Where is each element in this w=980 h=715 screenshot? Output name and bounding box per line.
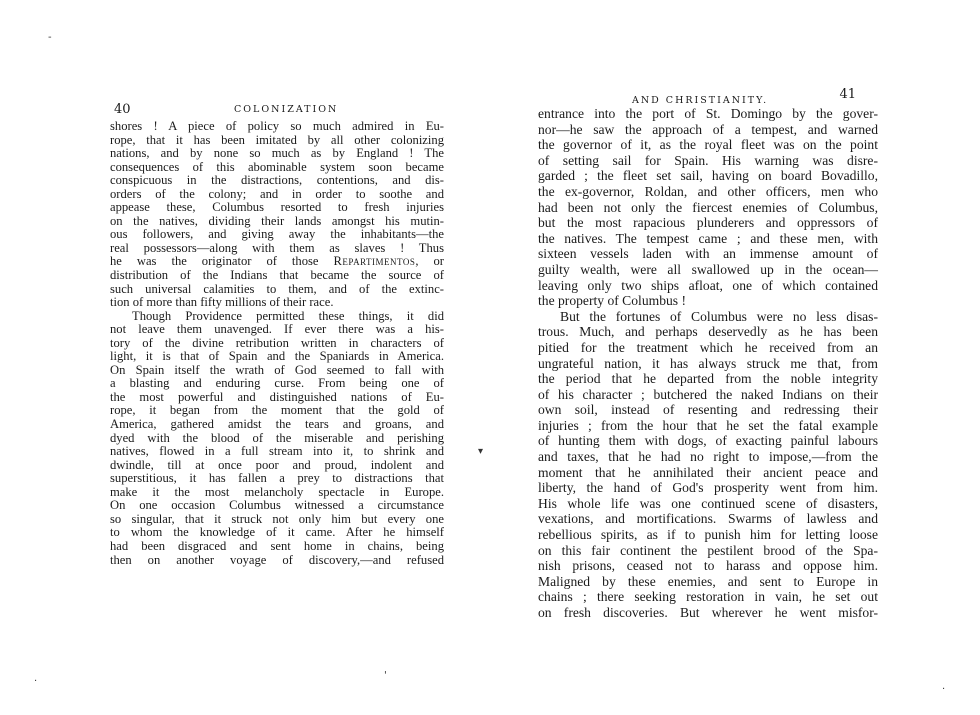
text-line: trous. Much, and perhaps deservedly as he has been — [538, 324, 878, 340]
text-line: the most powerful and distinguished nations of Eu- — [110, 389, 444, 404]
left-running-head — [110, 102, 444, 120]
text-line: America, gathered amidst the tears and groans, and — [110, 417, 444, 432]
scan-speck: ▾ — [478, 446, 484, 457]
scan-speck: ' — [384, 670, 387, 681]
text-line: rebellious spirits, as if to punish him for letting loose — [538, 527, 878, 543]
text-line: then on another voyage of discovery,—and refused — [110, 552, 444, 567]
text-line: His whole life was one continued scene of disasters, — [538, 495, 878, 511]
left-page-number: 40 — [114, 102, 131, 117]
right-page-number: 41 — [839, 87, 856, 102]
text-line: natives, flowed in a full stream into it, to shrink and — [110, 444, 444, 459]
text-line: the ex-governor, Roldan, and other officers, men who — [538, 183, 878, 199]
text-line: had been not only the fiercest enemies of Columbus, — [538, 199, 878, 215]
text-line: sixteen vessels laden with an immense amount of — [538, 246, 878, 262]
text-line: dyed with the blood of the miserable and perishing — [110, 430, 444, 445]
text-line: vexations, and mortifications. Swarms of lawless and — [538, 511, 878, 527]
text-line: orders of the colony; and in order to soothe and — [110, 186, 444, 201]
scan-speck: · — [942, 684, 946, 695]
left-body-text — [110, 120, 444, 567]
text-line: and taxes, that he had no right to impose,—from the — [538, 449, 878, 465]
text-line: but the most rapacious plunderers and oppressors of — [538, 215, 878, 231]
text-line: had been disgraced and sent home in chains, being — [110, 538, 444, 553]
text-line: on the natives, dividing their lands amongst his mutin- — [110, 213, 444, 228]
text-line: the natives. The tempest came ; and these men, with — [538, 230, 878, 246]
text-line: On one occasion Columbus witnessed a circumstance — [110, 498, 444, 513]
text-line: chains ; there seeking restoration in vain, he set out — [538, 589, 878, 605]
text-line: On Spain itself the wrath of God seemed to fall with — [110, 362, 444, 377]
text-line: tion of more than fifty millions of their race. — [110, 295, 334, 310]
text-line: rope, it began from the moment that the gold of — [110, 403, 444, 418]
text-line: make it the most melancholy spectacle in Europe. — [110, 484, 444, 499]
text-line: shores ! A piece of policy so much admired in Eu- — [110, 119, 444, 133]
text-line: garded ; the fleet set sail, having on board Bovadillo, — [538, 168, 878, 184]
text-line: Though Providence permitted these things, it did — [132, 308, 444, 323]
text-line: moment that he annihilated their ancient peace and — [538, 464, 878, 480]
text-line: nations, and by none so much as by England ! The — [110, 146, 444, 161]
text-line: the period that he departed from the noble integrity — [538, 371, 878, 387]
text-line: ous followers, and giving away the inhabitants—the — [110, 227, 444, 242]
text-line: guilty wealth, were all swallowed up in the ocean— — [538, 261, 878, 277]
text-line: on this fair continent the pestilent brood of the Spa- — [538, 542, 878, 558]
text-line: leaving only two ships afloat, one of which contained — [538, 277, 878, 293]
right-running-head — [538, 88, 878, 106]
text-line: not leave them unavenged. If ever there was a his- — [110, 322, 444, 337]
scan-speck: - — [48, 32, 52, 43]
text-line: such universal calamities to them, and of the extinc- — [110, 281, 444, 296]
text-line: of setting sail for Spain. His warning was disre- — [538, 152, 878, 168]
text-line: on fresh discoveries. But wherever he went misfor- — [538, 605, 878, 620]
text-line: nor—he saw the approach of a tempest, and warned — [538, 121, 878, 137]
text-line: injuries ; from the hour that he set the fatal example — [538, 417, 878, 433]
text-line: he was the originator of those Repartimentos, or — [110, 254, 444, 269]
text-line: liberty, the hand of God's prosperity went from him. — [538, 480, 878, 496]
left-page — [110, 102, 444, 567]
right-body-text — [538, 106, 878, 621]
text-line: conspicuous in the distractions, contentions, and dis- — [110, 173, 444, 188]
text-line: pitied for the treatment which he received from an — [538, 339, 878, 355]
left-running-title: COLONIZATION — [234, 104, 339, 115]
right-running-title: AND CHRISTIANITY. — [632, 95, 769, 106]
text-line: the governor of it, as the royal fleet was on the point — [538, 137, 878, 153]
text-line: a blasting and enduring curse. From being one of — [110, 376, 444, 391]
text-line: own soil, instead of resenting and redressing their — [538, 402, 878, 418]
text-line: tory of the divine retribution written in characters of — [110, 335, 444, 350]
text-line: rope, that it has been imitated by all other colonizing — [110, 132, 444, 147]
text-line: But the fortunes of Columbus were no less disas- — [560, 308, 878, 324]
text-line: ungrateful nation, it has always struck me that, from — [538, 355, 878, 371]
text-line: the property of Columbus ! — [538, 293, 686, 309]
text-line: entrance into the port of St. Domingo by the gover- — [538, 106, 878, 121]
text-line: of hunting them with dogs, of exacting painful labours — [538, 433, 878, 449]
text-line: real possessors—along with them as slaves ! Thus — [110, 240, 444, 255]
small-caps-term: Repartimentos — [333, 254, 416, 269]
text-line: so singular, that it struck not only him but every one — [110, 511, 444, 526]
text-line: dwindle, till at once poor and proud, indolent and — [110, 457, 444, 472]
text-line: distribution of the Indians that became the source of — [110, 268, 444, 283]
right-page — [538, 88, 878, 621]
text-line: appease these, Columbus resorted to fresh injuries — [110, 200, 444, 215]
scan-speck: · — [34, 676, 38, 687]
text-line: superstitious, it has fallen a prey to distractions that — [110, 471, 444, 486]
text-line: Maligned by these enemies, and sent to Europe in — [538, 573, 878, 589]
text-line: to whom the knowledge of it came. After he himself — [110, 525, 444, 540]
text-line: light, it is that of Spain and the Spaniards in America. — [110, 349, 444, 364]
text-line: consequences of this abominable system soon became — [110, 159, 444, 174]
text-line: of his character ; butchered the naked Indians on their — [538, 386, 878, 402]
text-line: nish prisons, ceased not to harass and oppose him. — [538, 558, 878, 574]
